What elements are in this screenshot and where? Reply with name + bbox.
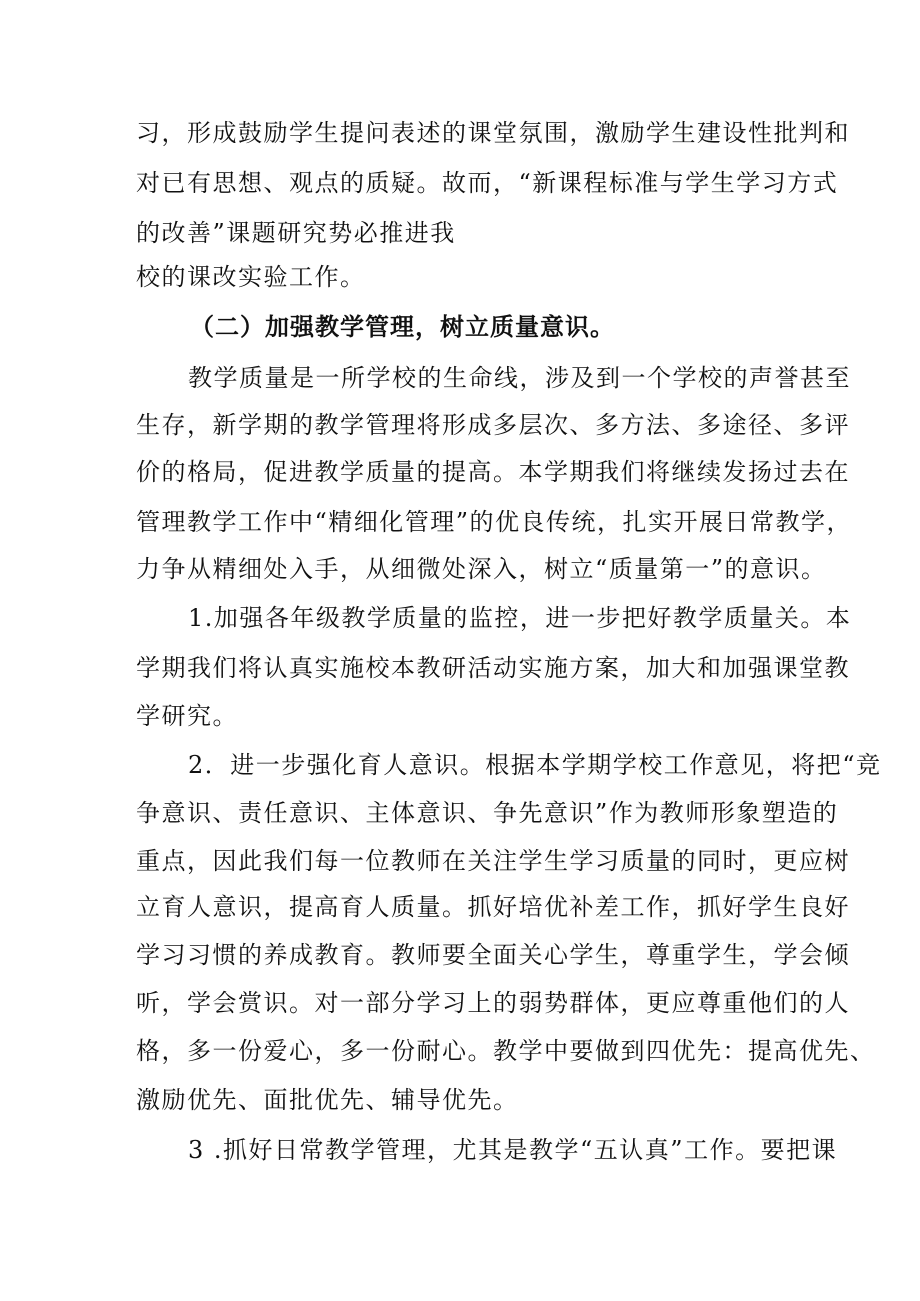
text-line: 激励优先、面批优先、辅导优先。 [136,1086,519,1114]
text-line: 的改善”课题研究势必推进我 [136,219,456,247]
text-line: 学习习惯的养成教育。教师要全面关心学生，尊重学生，学会倾 [136,941,850,969]
text-line: 力争从精细处入手，从细微处深入，树立“质量第一”的意识。 [136,555,827,583]
text-line: 立育人意识，提高育人质量。抓好培优补差工作，抓好学生良好 [136,893,850,921]
text-line: 价的格局，促进教学质量的提高。本学期我们将继续发扬过去在 [136,458,850,486]
text-line: 生存，新学期的教学管理将形成多层次、多方法、多途径、多评 [136,411,850,439]
text-line: 听，学会赏识。对一部分学习上的弱势群体，更应尊重他们的人 [136,989,850,1017]
paragraph-first-line: 2．进一步强化育人意识。根据本学期学校工作意见，将把“竞 [188,751,882,779]
text-line: 校的课改实验工作。 [136,263,366,291]
text-line: 格，多一份爱心，多一份耐心。教学中要做到四优先：提高优先、 [136,1037,876,1065]
text-line: 学研究。 [136,702,238,730]
paragraph-first-line: 教学质量是一所学校的生命线，涉及到一个学校的声誉甚至 [188,364,851,392]
paragraph-first-line: 1.加强各年级教学质量的监控，进一步把好教学质量关。本 [188,604,852,632]
section-heading: （二）加强教学管理，树立质量意识。 [190,312,615,341]
text-line: 习，形成鼓励学生提问表述的课堂氛围，激励学生建设性批判和 [136,119,850,147]
text-line: 对已有思想、观点的质疑。故而，“新课程标准与学生学习方式 [136,169,839,197]
text-line: 学期我们将认真实施校本教研活动实施方案，加大和加强课堂教 [136,654,850,682]
text-line: 重点，因此我们每一位教师在关注学生学习质量的同时，更应树 [136,847,850,875]
paragraph-first-line: 3 .抓好日常教学管理，尤其是教学“五认真”工作。要把课 [188,1136,838,1164]
text-line: 争意识、责任意识、主体意识、争先意识”作为教师形象塑造的 [136,799,839,827]
text-line: 管理教学工作中“精细化管理”的优良传统，扎实开展日常教学， [136,508,853,536]
